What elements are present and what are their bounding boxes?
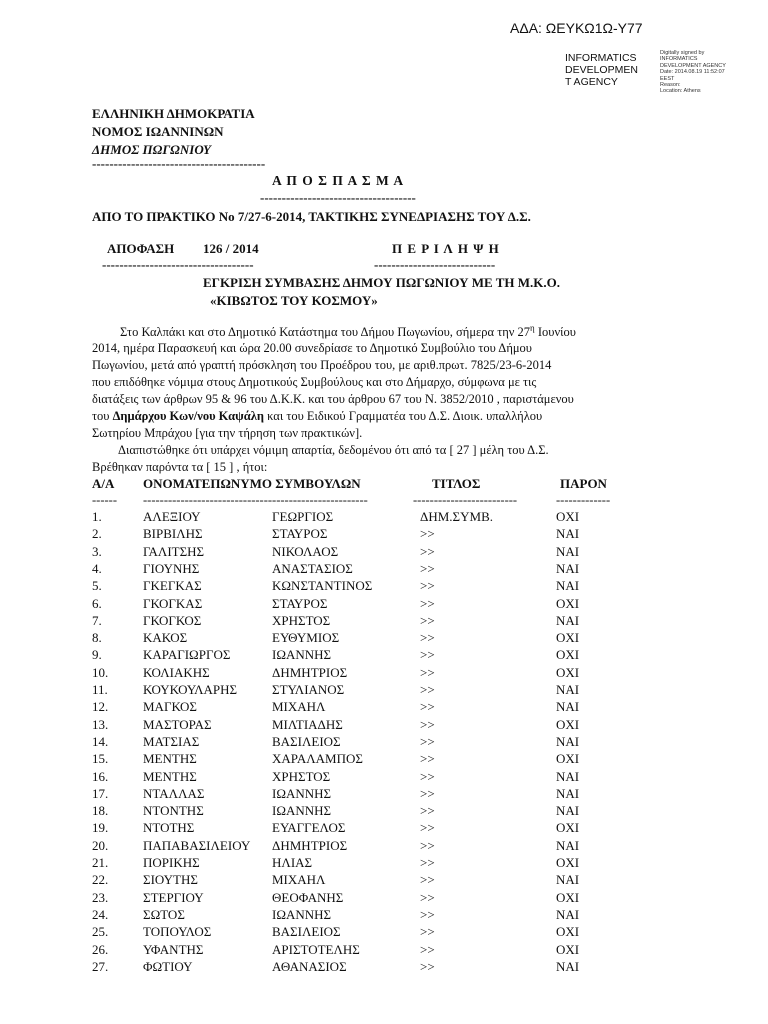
- cell-row-number: 2.: [92, 526, 102, 542]
- cell-title: >>: [420, 716, 435, 732]
- minutes-reference: ΑΠΟ ΤΟ ΠΡΑΚΤΙΚΟ Νο 7/27-6-2014, ΤΑΚΤΙΚΗΣ ΣΥΝΕΔΡΙΑΣΗΣ ΤΟΥ Δ.Σ.: [92, 209, 531, 224]
- signature-details: [660, 50, 726, 95]
- cell-surname: ΜΑΤΣΙΑΣ: [143, 733, 200, 749]
- cell-present: ΝΑΙ: [556, 682, 580, 697]
- cell-present: ΝΑΙ: [556, 526, 580, 542]
- cell-title: >>: [420, 612, 435, 628]
- cell-first-name: ΜΙΧΑΗΛ: [272, 699, 326, 715]
- table-divider: -------------: [556, 493, 611, 507]
- cell-surname: ΒΙΡΒΙΛΗΣ: [143, 526, 203, 542]
- cell-first-name: ΒΑΣΙΛΕΙΟΣ: [272, 924, 341, 940]
- cell-present: ΟΧΙ: [556, 924, 580, 940]
- cell-present: ΝΑΙ: [556, 958, 580, 974]
- body-text: και του Ειδικού Γραμματέα του Δ.Σ. Διοικ. υπαλλήλου: [263, 409, 543, 423]
- cell-first-name: ΧΡΗΣΤΟΣ: [272, 612, 331, 628]
- cell-first-name: ΑΡΙΣΤΟΤΕΛΗΣ: [272, 941, 360, 957]
- title-divider: ------------------------------------: [260, 190, 416, 205]
- cell-first-name: ΙΩΑΝΝΗΣ: [272, 647, 332, 663]
- cell-present: ΟΧΙ: [556, 664, 580, 680]
- cell-title: >>: [420, 560, 435, 576]
- cell-row-number: 20.: [92, 837, 109, 853]
- cell-title: >>: [420, 958, 435, 974]
- summary-label: Π Ε Ρ Ι Λ Η Ψ Η: [392, 241, 500, 256]
- cell-row-number: 13.: [92, 716, 109, 732]
- cell-row-number: 24.: [92, 906, 109, 922]
- cell-title: >>: [420, 699, 435, 715]
- cell-surname: ΦΩΤΙΟΥ: [143, 958, 193, 974]
- cell-title: >>: [420, 906, 435, 922]
- cell-title: >>: [420, 595, 435, 611]
- cell-row-number: 21.: [92, 855, 109, 870]
- decision-number: 126 / 2014: [203, 241, 259, 256]
- cell-present: ΟΧΙ: [556, 889, 580, 905]
- table-row: [0, 544, 768, 561]
- table-row: [0, 769, 768, 786]
- cell-title: >>: [420, 872, 435, 888]
- cell-row-number: 15.: [92, 751, 109, 767]
- cell-title: >>: [420, 664, 435, 680]
- cell-surname: ΠΑΠΑΒΑΣΙΛΕΙΟΥ: [143, 837, 251, 853]
- table-row: [0, 786, 768, 803]
- cell-first-name: ΚΩΝΣΤΑΝΤΙΝΟΣ: [272, 578, 373, 594]
- body-line: Πωγωνίου, μετά από γραπτή πρόσκληση του Προέδρου του, με αριθ.πρωτ. 7825/23-6-2014: [92, 358, 552, 372]
- cell-present: ΟΧΙ: [556, 751, 580, 767]
- cell-first-name: ΙΩΑΝΝΗΣ: [272, 906, 332, 922]
- signature-org-line: INFORMATICS: [565, 52, 637, 64]
- cell-first-name: ΑΝΑΣΤΑΣΙΟΣ: [272, 560, 353, 576]
- table-row: [0, 630, 768, 647]
- signature-detail-line: DEVELOPMENT AGENCY: [660, 62, 726, 69]
- table-row: [0, 820, 768, 837]
- cell-present: ΝΑΙ: [556, 906, 580, 922]
- cell-present: ΝΑΙ: [556, 803, 580, 819]
- cell-present: ΝΑΙ: [556, 872, 580, 888]
- table-row: [0, 647, 768, 664]
- cell-row-number: 12.: [92, 699, 109, 715]
- cell-first-name: ΑΘΑΝΑΣΙΟΣ: [272, 958, 347, 974]
- cell-row-number: 1.: [92, 509, 102, 524]
- cell-row-number: 9.: [92, 647, 102, 663]
- ada-code: ΑΔΑ: ΩΕΥΚΩ1Ω-Υ77: [510, 20, 643, 36]
- table-row: [0, 924, 768, 941]
- body-line: 2014, ημέρα Παρασκευή και ώρα 20.00 συνεδρίασε το Δημοτικό Συμβούλιο του Δήμου: [92, 341, 532, 355]
- body-line: που επιδόθηκε νόμιμα στους Δημοτικούς Συμβούλους και στο Δήμαρχο, σύμφωνα με τις: [92, 375, 537, 389]
- cell-title: >>: [420, 543, 435, 559]
- table-row: [0, 734, 768, 751]
- cell-first-name: ΔΗΜΗΤΡΙΟΣ: [272, 664, 348, 680]
- signature-detail-line: Date: 2014.08.19 11:52:07: [660, 69, 725, 76]
- table-row: [0, 838, 768, 855]
- mayor-name: Δημάρχου Κων/νου Καψάλη: [112, 409, 264, 423]
- header-municipality: ΔΗΜΟΣ ΠΩΓΩΝΙΟΥ: [92, 142, 211, 157]
- cell-title: >>: [420, 803, 435, 819]
- cell-row-number: 27.: [92, 958, 109, 974]
- decision-divider-right: ----------------------------: [374, 257, 496, 272]
- cell-row-number: 8.: [92, 630, 102, 646]
- cell-surname: ΣΙΟΥΤΗΣ: [143, 872, 198, 888]
- cell-row-number: 17.: [92, 785, 109, 801]
- table-row: [0, 890, 768, 907]
- cell-surname: ΝΤΟΤΗΣ: [143, 820, 195, 836]
- body-line: [120, 323, 576, 340]
- table-row: [0, 665, 768, 682]
- cell-present: ΟΧΙ: [556, 941, 580, 957]
- cell-surname: ΝΤΟΝΤΗΣ: [143, 803, 204, 819]
- signature-org: [565, 52, 659, 88]
- cell-row-number: 4.: [92, 560, 102, 576]
- cell-present: ΝΑΙ: [556, 560, 580, 576]
- cell-surname: ΜΕΝΤΗΣ: [143, 768, 197, 784]
- table-row: [0, 526, 768, 543]
- cell-row-number: 10.: [92, 664, 109, 680]
- cell-first-name: ΕΥΑΓΓΕΛΟΣ: [272, 820, 346, 836]
- table-row: [0, 596, 768, 613]
- cell-present: ΝΑΙ: [556, 699, 580, 715]
- header-prefecture: ΝΟΜΟΣ ΙΩΑΝΝΙΝΩΝ: [92, 124, 224, 139]
- cell-present: ΝΑΙ: [556, 733, 580, 749]
- cell-surname: ΜΑΓΚΟΣ: [143, 699, 197, 715]
- cell-present: ΟΧΙ: [556, 509, 580, 524]
- body-text: Ιουνίου: [534, 325, 576, 340]
- decision-divider-left: -----------------------------------: [102, 257, 254, 272]
- cell-surname: ΓΑΛΙΤΣΗΣ: [143, 543, 205, 559]
- cell-row-number: 26.: [92, 941, 109, 957]
- cell-title: >>: [420, 785, 435, 801]
- cell-present: ΟΧΙ: [556, 716, 580, 732]
- cell-row-number: 7.: [92, 612, 102, 628]
- table-row: [0, 561, 768, 578]
- body-line: διατάξεις των άρθρων 95 & 96 του Δ.Κ.Κ. και του άρθρου 67 του Ν. 3852/2010 , παριστάμενου: [92, 392, 574, 406]
- cell-first-name: ΣΤΑΥΡΟΣ: [272, 526, 328, 542]
- cell-title: ΔΗΜ.ΣΥΜΒ.: [420, 509, 493, 524]
- cell-row-number: 25.: [92, 924, 109, 940]
- body-line: Σωτηρίου Μπράχου [για την τήρηση των πρακτικών].: [92, 426, 363, 440]
- cell-title: >>: [420, 682, 435, 697]
- document-title: Α Π Ο Σ Π Α Σ Μ Α: [272, 173, 405, 188]
- cell-present: ΝΑΙ: [556, 768, 580, 784]
- cell-surname: ΝΤΑΛΛΑΣ: [143, 785, 205, 801]
- cell-title: >>: [420, 733, 435, 749]
- cell-first-name: ΜΙΧΑΗΛ: [272, 872, 326, 888]
- cell-first-name: ΣΤΥΛΙΑΝΟΣ: [272, 682, 345, 697]
- cell-first-name: ΒΑΣΙΛΕΙΟΣ: [272, 733, 341, 749]
- cell-title: >>: [420, 924, 435, 940]
- cell-title: >>: [420, 837, 435, 853]
- table-row: [0, 717, 768, 734]
- body-text: του: [92, 409, 113, 423]
- cell-row-number: 16.: [92, 768, 109, 784]
- cell-surname: ΚΟΥΚΟΥΛΑΡΗΣ: [143, 682, 238, 697]
- body-line: Βρέθηκαν παρόντα τα [ 15 ] , ήτοι:: [92, 460, 268, 474]
- cell-row-number: 22.: [92, 872, 109, 888]
- cell-first-name: ΔΗΜΗΤΡΙΟΣ: [272, 837, 348, 853]
- table-row: [0, 907, 768, 924]
- cell-surname: ΜΕΝΤΗΣ: [143, 751, 197, 767]
- table-row: [0, 855, 768, 872]
- cell-present: ΝΑΙ: [556, 837, 580, 853]
- decision-subject-line1: ΕΓΚΡΙΣΗ ΣΥΜΒΑΣΗΣ ΔΗΜΟΥ ΠΩΓΩΝΙΟΥ ΜΕ ΤΗ Μ.Κ.Ο.: [203, 275, 561, 290]
- cell-title: >>: [420, 889, 435, 905]
- cell-surname: ΓΚΟΓΚΑΣ: [143, 595, 203, 611]
- table-divider: ------------------------------------------------------: [143, 493, 368, 507]
- cell-first-name: ΧΑΡΑΛΑΜΠΟΣ: [272, 751, 363, 767]
- cell-first-name: ΧΡΗΣΤΟΣ: [272, 768, 331, 784]
- cell-surname: ΤΟΠΟΥΛΟΣ: [143, 924, 212, 940]
- cell-title: >>: [420, 820, 435, 836]
- cell-row-number: 18.: [92, 803, 109, 819]
- cell-first-name: ΗΛΙΑΣ: [272, 855, 313, 870]
- cell-title: >>: [420, 768, 435, 784]
- decision-subject-line2: «ΚΙΒΩΤΟΣ ΤΟΥ ΚΟΣΜΟΥ»: [210, 293, 378, 308]
- body-superscript: η: [530, 323, 535, 333]
- cell-present: ΝΑΙ: [556, 578, 580, 594]
- cell-row-number: 14.: [92, 733, 109, 749]
- table-row: [0, 699, 768, 716]
- cell-surname: ΜΑΣΤΟΡΑΣ: [143, 716, 212, 732]
- cell-present: ΝΑΙ: [556, 785, 580, 801]
- body-line: Διαπιστώθηκε ότι υπάρχει νόμιμη απαρτία, δεδομένου ότι από τα [ 27 ] μέλη του Δ.Σ.: [118, 443, 549, 457]
- cell-first-name: ΝΙΚΟΛΑΟΣ: [272, 543, 339, 559]
- cell-surname: ΑΛΕΞΙΟΥ: [143, 509, 201, 524]
- cell-first-name: ΜΙΛΤΙΑΔΗΣ: [272, 716, 343, 732]
- cell-first-name: ΣΤΑΥΡΟΣ: [272, 595, 328, 611]
- cell-first-name: ΘΕΟΦΑΝΗΣ: [272, 889, 344, 905]
- decision-label: ΑΠΟΦΑΣΗ: [107, 241, 175, 256]
- cell-title: >>: [420, 647, 435, 663]
- cell-present: ΟΧΙ: [556, 647, 580, 663]
- table-row: [0, 751, 768, 768]
- cell-surname: ΓΙΟΥΝΗΣ: [143, 560, 200, 576]
- cell-surname: ΠΟΡΙΚΗΣ: [143, 855, 200, 870]
- table-row: [0, 803, 768, 820]
- table-row: [0, 578, 768, 595]
- signature-detail-line: Location: Athens: [660, 88, 701, 95]
- cell-surname: ΚΑΚΟΣ: [143, 630, 188, 646]
- cell-title: >>: [420, 751, 435, 767]
- table-divider: -------------------------: [413, 493, 518, 507]
- body-line: [92, 409, 542, 424]
- cell-surname: ΓΚΕΓΚΑΣ: [143, 578, 202, 594]
- cell-row-number: 3.: [92, 543, 102, 559]
- table-header-name: ΟΝΟΜΑΤΕΠΩΝΥΜΟ ΣΥΜΒΟΥΛΩΝ: [143, 476, 361, 491]
- signature-detail-line: Reason:: [660, 82, 681, 89]
- cell-row-number: 19.: [92, 820, 109, 836]
- cell-first-name: ΕΥΘΥΜΙΟΣ: [272, 630, 340, 646]
- table-divider: ------: [92, 493, 117, 507]
- table-row: [0, 613, 768, 630]
- cell-first-name: ΓΕΩΡΓΙΟΣ: [272, 509, 334, 524]
- signature-org-line: T AGENCY: [565, 76, 618, 88]
- header-divider: ----------------------------------------: [92, 156, 266, 171]
- signature-detail-line: EEST: [660, 75, 675, 82]
- cell-present: ΟΧΙ: [556, 630, 580, 646]
- cell-surname: ΣΩΤΟΣ: [143, 906, 185, 922]
- signature-detail-line: Digitally signed by: [660, 50, 705, 56]
- table-row: [0, 509, 768, 526]
- cell-surname: ΚΟΛΙΑΚΗΣ: [143, 664, 210, 680]
- cell-row-number: 6.: [92, 595, 102, 611]
- table-row: [0, 872, 768, 889]
- cell-surname: ΣΤΕΡΓΙΟΥ: [143, 889, 204, 905]
- body-text: Στο Καλπάκι και στο Δημοτικό Κατάστημα του Δήμου Πωγωνίου, σήμερα την 27: [120, 325, 531, 340]
- cell-surname: ΚΑΡΑΓΙΩΡΓΟΣ: [143, 647, 231, 663]
- cell-first-name: ΙΩΑΝΝΗΣ: [272, 803, 332, 819]
- table-row: [0, 942, 768, 959]
- cell-first-name: ΙΩΑΝΝΗΣ: [272, 785, 332, 801]
- signature-detail-line: INFORMATICS: [660, 56, 698, 63]
- cell-surname: ΥΦΑΝΤΗΣ: [143, 941, 204, 957]
- cell-present: ΟΧΙ: [556, 595, 580, 611]
- cell-present: ΟΧΙ: [556, 820, 580, 836]
- cell-present: ΝΑΙ: [556, 543, 580, 559]
- table-row: [0, 959, 768, 976]
- cell-title: >>: [420, 941, 435, 957]
- cell-present: ΝΑΙ: [556, 612, 580, 628]
- table-header-present: ΠΑΡΟΝ: [560, 476, 607, 491]
- signature-org-line: DEVELOPMEN: [565, 64, 638, 76]
- cell-row-number: 5.: [92, 578, 102, 594]
- cell-row-number: 11.: [92, 682, 108, 697]
- table-header-title: ΤΙΤΛΟΣ: [432, 476, 481, 491]
- cell-present: ΟΧΙ: [556, 855, 580, 870]
- cell-surname: ΓΚΟΓΚΟΣ: [143, 612, 202, 628]
- table-header-aa: Α/Α: [92, 476, 115, 491]
- cell-title: >>: [420, 578, 435, 594]
- cell-title: >>: [420, 526, 435, 542]
- cell-title: >>: [420, 630, 435, 646]
- cell-title: >>: [420, 855, 435, 870]
- table-row: [0, 682, 768, 699]
- cell-row-number: 23.: [92, 889, 109, 905]
- header-republic: ΕΛΛΗΝΙΚΗ ΔΗΜΟΚΡΑΤΙΑ: [92, 106, 255, 121]
